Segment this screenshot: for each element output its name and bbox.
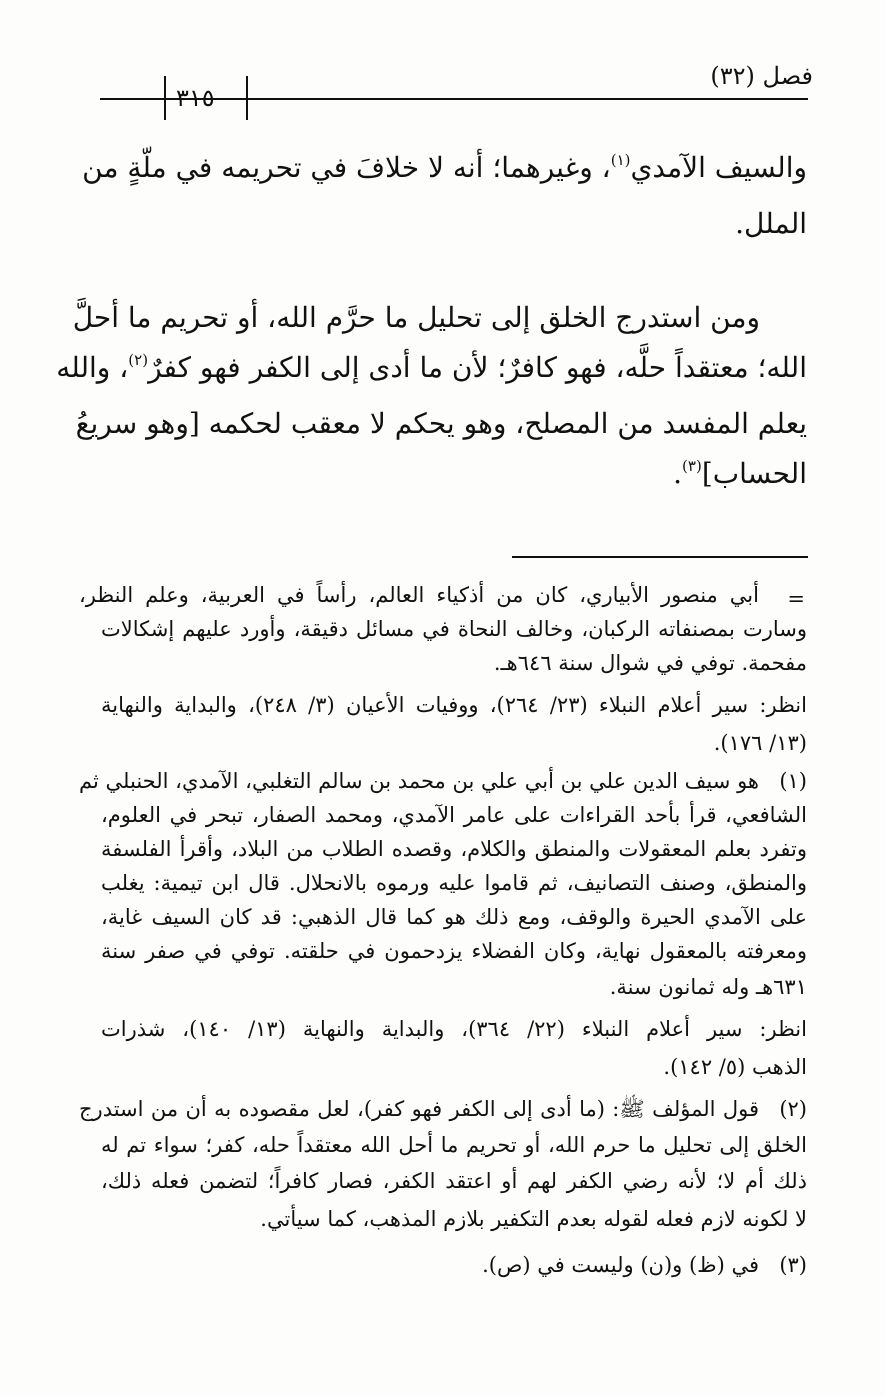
footnote-line: انظر: سير أعلام النبلاء (٢٢/ ٣٦٤)، والبداية والنهاية (١٣/ ١٤٠)، شذرات <box>101 1017 807 1041</box>
footnote-continuation-mark: = <box>787 587 805 611</box>
body-line: يعلم المفسد من المصلح، وهو يحكم لا معقب لحكمه [وهو سريعُ <box>75 407 807 440</box>
footnote-line: قول المؤلف ﷺ: (ما أدى إلى الكفر فهو كفر)، لعل مقصوده به أن من استدرج <box>79 1097 759 1121</box>
footnote-line: على الآمدي الحيرة والوقف، ومع ذلك هو كما قال الذهبي: قد كان السيف غاية، <box>101 905 807 929</box>
header-divider-left <box>164 76 166 120</box>
footnote-line: انظر: سير أعلام النبلاء (٢٣/ ٢٦٤)، ووفيات الأعيان (٣/ ٢٤٨)، والبداية والنهاية <box>101 693 807 717</box>
footnote-line: ذلك أم لا؛ لأنه رضي الكفر لهم أو اعتقد الكفر، فصار كافراً؛ لتضمن فعله ذلك، <box>101 1169 807 1193</box>
footnote-line: في (ظ) و(ن) وليست في (ص). <box>482 1253 759 1277</box>
footnote-line: لا لكونه لازم فعله لقوله بعدم التكفير بلازم المذهب، كما سيأتي. <box>260 1207 807 1231</box>
footnote-line: الذهب (٥/ ١٤٢). <box>663 1055 807 1079</box>
footnote-line: وسارت بمصنفاته الركبان، وخالف النحاة في مسائل دقيقة، وأورد عليهم إشكالات <box>101 617 807 641</box>
body-line: الملل. <box>735 207 807 240</box>
body-line: والسيف الآمدي$^{(١)}$، وغيرهما؛ أنه لا خلافَ في تحريمه في ملّةٍ من <box>82 150 807 184</box>
footnote-line: ٦٣١هـ وله ثمانون سنة. <box>609 975 807 999</box>
footnote-line: وتفرد بعلم المعقولات والمنطق والكلام، وقصده الطلاب من البلاد، وأقرأ الفلسفة <box>101 837 807 861</box>
footnote-marker: (١) <box>779 769 807 793</box>
header-divider-right <box>246 76 248 120</box>
body-line: ومن استدرج الخلق إلى تحليل ما حرَّم الله، أو تحريم ما أحلَّ <box>72 301 760 334</box>
footnote-separator <box>512 556 808 558</box>
chapter-title: فصل (٣٢) <box>710 62 813 90</box>
page-number: ٣١٥ <box>176 84 215 112</box>
body-line: الله؛ معتقداً حلَّه، فهو كافرٌ؛ لأن ما أدى إلى الكفر فهو كفرٌ$^{(٢)}$، والله <box>56 350 807 384</box>
footnote-line: هو سيف الدين علي بن أبي علي بن محمد بن سالم التغلبي، الآمدي، الحنبلي ثم <box>79 769 759 793</box>
footnote-line: ومعرفته بالمعقول نهاية، وكان الفضلاء يزدحمون في حلقته. توفي في صفر سنة <box>101 939 807 963</box>
footnote-line: الشافعي، قرأ بأحد القراءات على عامر الآمدي، ومحمد الصفار، تبحر في العلوم، <box>101 803 807 827</box>
footnote-line: (١٣/ ١٧٦). <box>713 731 807 755</box>
footnote-marker: (٣) <box>779 1253 807 1277</box>
footnote-line: والمنطق، وصنف التصانيف، ثم قاموا عليه ورموه بالانحلال. قال ابن تيمية: يغلب <box>101 871 807 895</box>
footnote-marker: (٢) <box>779 1097 807 1121</box>
footnote-line: أبي منصور الأبياري، كان من أذكياء العالم، رأساً في العربية، وعلم النظر، <box>79 583 759 607</box>
footnote-line: مفحمة. توفي في شوال سنة ٦٤٦هـ. <box>493 651 807 675</box>
body-line: الحساب]$^{(٣)}$. <box>673 456 807 490</box>
footnote-line: الخلق إلى تحليل ما حرم الله، أو تحريم ما أحل الله معتقداً حله، كفر؛ سواء تم له <box>101 1133 807 1157</box>
